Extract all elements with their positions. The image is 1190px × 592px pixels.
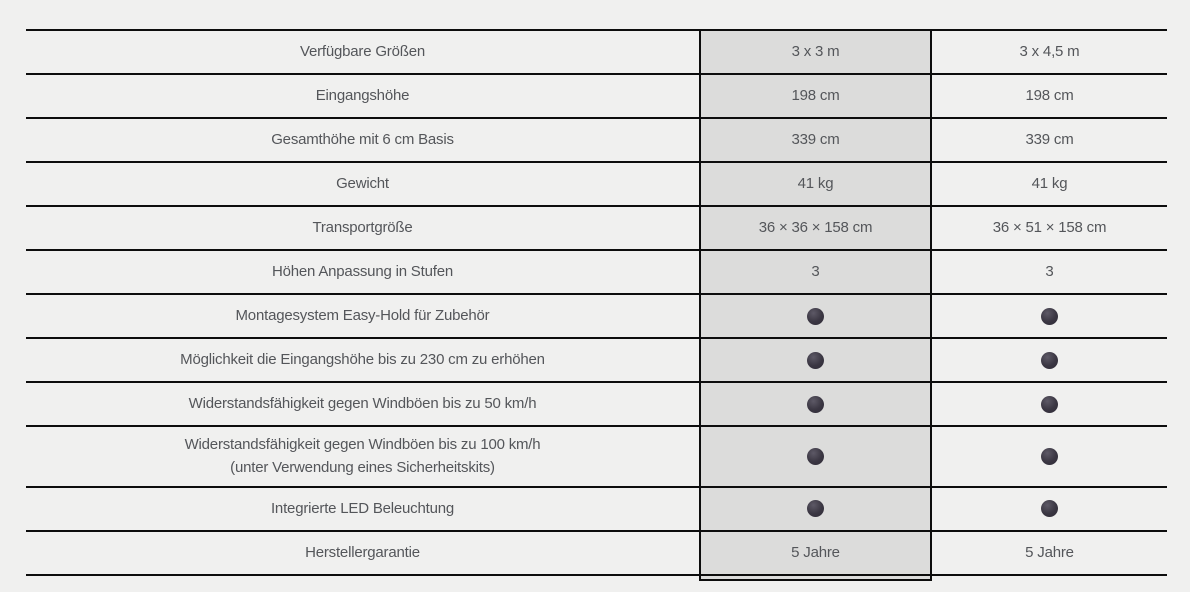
value-cell	[699, 488, 932, 530]
row-label-cell	[26, 31, 699, 73]
value-cell	[932, 339, 1167, 381]
value-cell	[699, 427, 932, 486]
value-cell: 3	[699, 251, 932, 293]
row-label-cell	[26, 488, 699, 530]
value-cell: 3	[1045, 263, 1054, 281]
value-cell: 198 cm	[699, 75, 932, 117]
table-row	[26, 75, 1167, 119]
feature-dot-icon	[807, 308, 824, 325]
highlight-column-tail	[699, 576, 932, 581]
value-cell	[932, 488, 1167, 530]
table-row	[26, 295, 1167, 339]
row-label: Verfügbare Größen	[299, 43, 425, 61]
row-label: Herstellergarantie	[305, 543, 420, 561]
feature-dot-icon	[1041, 396, 1058, 413]
row-label-cell	[26, 427, 699, 486]
spec-comparison-table	[26, 29, 1167, 581]
table-row	[26, 119, 1167, 163]
row-label-cell	[26, 75, 699, 117]
table-row	[26, 383, 1167, 427]
row-label: Eingangshöhe	[315, 87, 410, 105]
row-label-cell	[26, 532, 699, 574]
value-cell	[699, 295, 932, 337]
row-label: Integrierte LED Beleuchtung	[270, 499, 455, 517]
table-row	[26, 488, 1167, 532]
row-label-cell	[26, 251, 699, 293]
row-label-cell	[26, 207, 699, 249]
row-label: Höhen Anpassung in Stufen	[272, 263, 453, 281]
feature-dot-icon	[1041, 308, 1058, 325]
table-row	[26, 339, 1167, 383]
value-cell: 5 Jahre	[699, 532, 932, 574]
table-row	[26, 427, 1167, 488]
row-label: Transportgröße	[312, 219, 413, 237]
table-row	[26, 163, 1167, 207]
value-cell	[932, 295, 1167, 337]
value-cell	[932, 427, 1167, 486]
value-cell	[932, 383, 1167, 425]
value-cell	[699, 383, 932, 425]
feature-dot-icon	[807, 396, 824, 413]
row-label-cell	[26, 383, 699, 425]
value-cell: 41 kg	[699, 163, 932, 205]
row-label: Widerstandsfähigkeit gegen Windböen bis zu 100 km/h	[184, 436, 541, 453]
value-cell: 3 x 4,5 m	[1019, 43, 1080, 61]
row-label: Gesamthöhe mit 6 cm Basis	[271, 131, 454, 149]
table-row	[26, 532, 1167, 576]
row-label-cell	[26, 339, 699, 381]
row-label-cell	[26, 295, 699, 337]
feature-dot-icon	[1041, 500, 1058, 517]
feature-dot-icon	[1041, 448, 1058, 465]
row-label: Gewicht	[336, 175, 389, 193]
table-row	[26, 31, 1167, 75]
feature-dot-icon	[807, 352, 824, 369]
value-cell: 36 × 36 × 158 cm	[699, 207, 932, 249]
row-sublabel: (unter Verwendung eines Sicherheitskits)	[230, 459, 495, 477]
spec-table-body	[26, 31, 1167, 576]
value-cell: 36 × 51 × 158 cm	[992, 219, 1107, 237]
value-cell	[699, 339, 932, 381]
feature-dot-icon	[807, 500, 824, 517]
feature-dot-icon	[1041, 352, 1058, 369]
row-label: Möglichkeit die Eingangshöhe bis zu 230 cm zu erhöhen	[180, 351, 545, 369]
feature-dot-icon	[807, 448, 824, 465]
value-cell: 41 kg	[1031, 175, 1068, 193]
table-row	[26, 207, 1167, 251]
row-label: Widerstandsfähigkeit gegen Windböen bis zu 50 km/h	[188, 395, 537, 413]
value-cell: 3 x 3 m	[699, 31, 932, 73]
value-cell: 5 Jahre	[1025, 543, 1074, 561]
row-label-cell	[26, 163, 699, 205]
row-label-cell	[26, 119, 699, 161]
table-row	[26, 251, 1167, 295]
row-label: Montagesystem Easy-Hold für Zubehör	[235, 307, 490, 325]
value-cell: 339 cm	[699, 119, 932, 161]
value-cell: 339 cm	[1025, 131, 1074, 149]
value-cell: 198 cm	[1025, 87, 1074, 105]
